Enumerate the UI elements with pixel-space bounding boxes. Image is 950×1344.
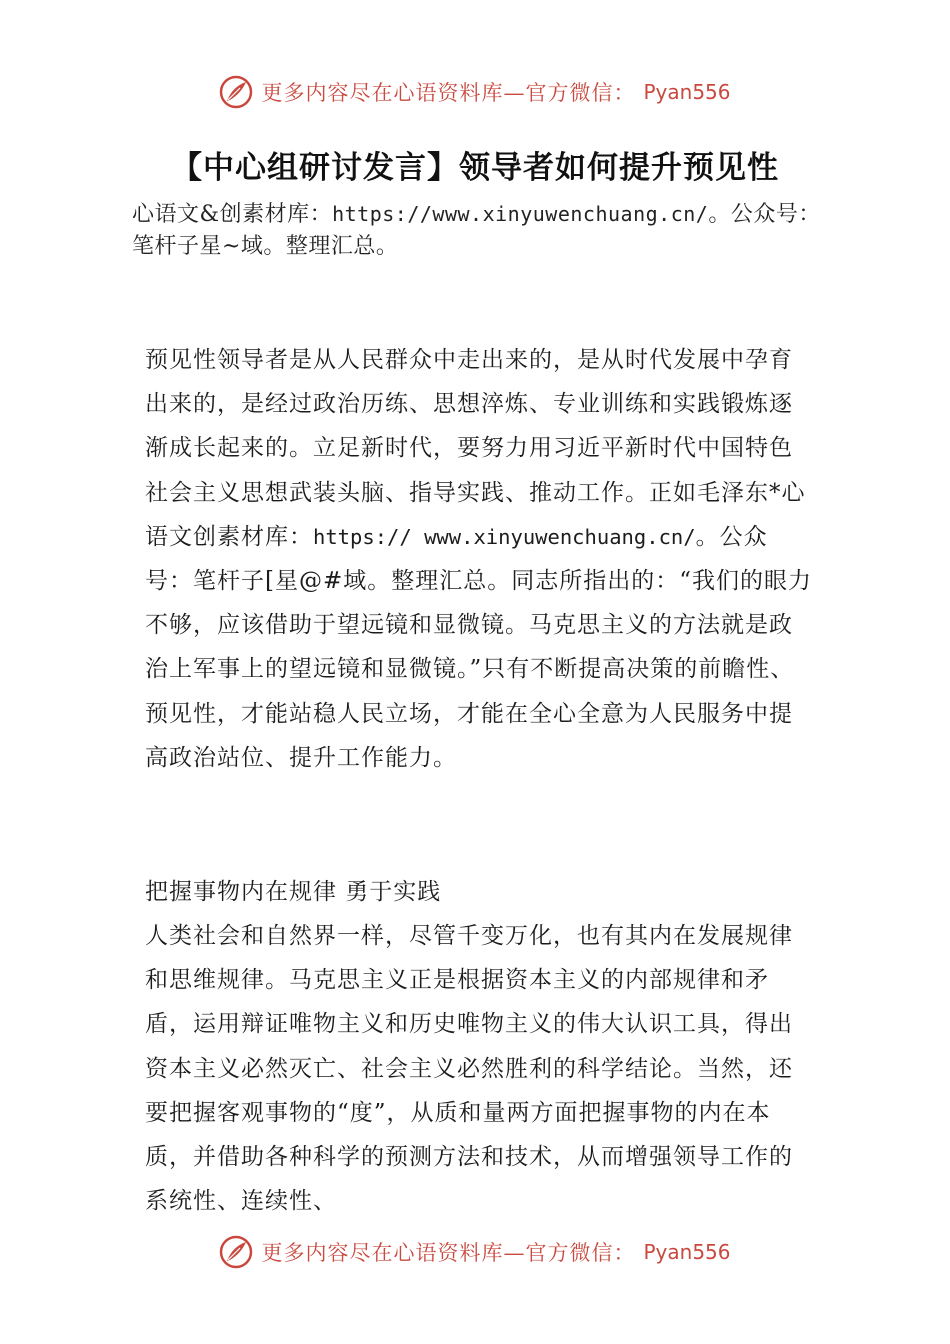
source-suffix: 。公众号：笔杆子星~域。整理汇总。 bbox=[132, 202, 821, 259]
section-heading: 把握事物内在规律 勇于实践 bbox=[145, 879, 442, 905]
feather-pen-logo-icon bbox=[219, 1235, 253, 1269]
banner-wechat-id: Pyan556 bbox=[643, 1240, 731, 1264]
paragraph-1-text-b: 。公众号：笔杆子[星@#域。整理汇总。同志所指出的：“我们的眼力不够，应该借助于望远镜和显微镜。马克思主义的方法就是政治上军事上的望远镜和显微镜。”只有不断提高决策的前瞻性、预见性，才能站稳人民立场，才能在全心全意为人民服务中提高政治站位、提升工作能力。 bbox=[145, 523, 813, 771]
source-note bbox=[132, 198, 832, 263]
feather-pen-logo-icon bbox=[219, 75, 253, 109]
paragraph-1-text-a: 预见性领导者是从人民群众中走出来的，是从时代发展中孕育出来的，是经过政治历练、思想淬炼、专业训练和实践锻炼逐渐成长起来的。立足新时代，要努力用习近平新时代中国特色社会主义思想武装头脑、指导实践、推动工作。正如毛泽东*心语文创素材库： bbox=[145, 347, 806, 550]
source-url: https://www.xinyuwenchuang.cn/ bbox=[332, 202, 709, 226]
banner-text: 更多内容尽在心语资料库—官方微信： bbox=[261, 1241, 636, 1265]
paragraph-2: 人类社会和自然界一样，尽管千变万化，也有其内在发展规律和思维规律。马克思主义正是根据资本主义的内部规律和矛盾，运用辩证唯物主义和历史唯物主义的伟大认识工具，得出资本主义必然灭亡、社会主义必然胜利的科学结论。当然，还要把握客观事物的“度”，从质和量两方面把握事物的内在本质，并借助各种科学的预测方法和技术，从而增强领导工作的系统性、连续性、 bbox=[145, 923, 793, 1215]
document-title: 【中心组研讨发言】领导者如何提升预见性 bbox=[171, 150, 779, 186]
banner-wechat-id: Pyan556 bbox=[643, 80, 731, 104]
paragraph-1-url: https:// www.xinyuwenchuang.cn/ bbox=[313, 524, 696, 549]
paragraph-1 bbox=[145, 338, 815, 780]
source-prefix: 心语文&创素材库： bbox=[132, 202, 333, 227]
header-banner bbox=[0, 70, 950, 114]
banner-text: 更多内容尽在心语资料库—官方微信： bbox=[261, 81, 636, 105]
footer-banner bbox=[0, 1230, 950, 1274]
